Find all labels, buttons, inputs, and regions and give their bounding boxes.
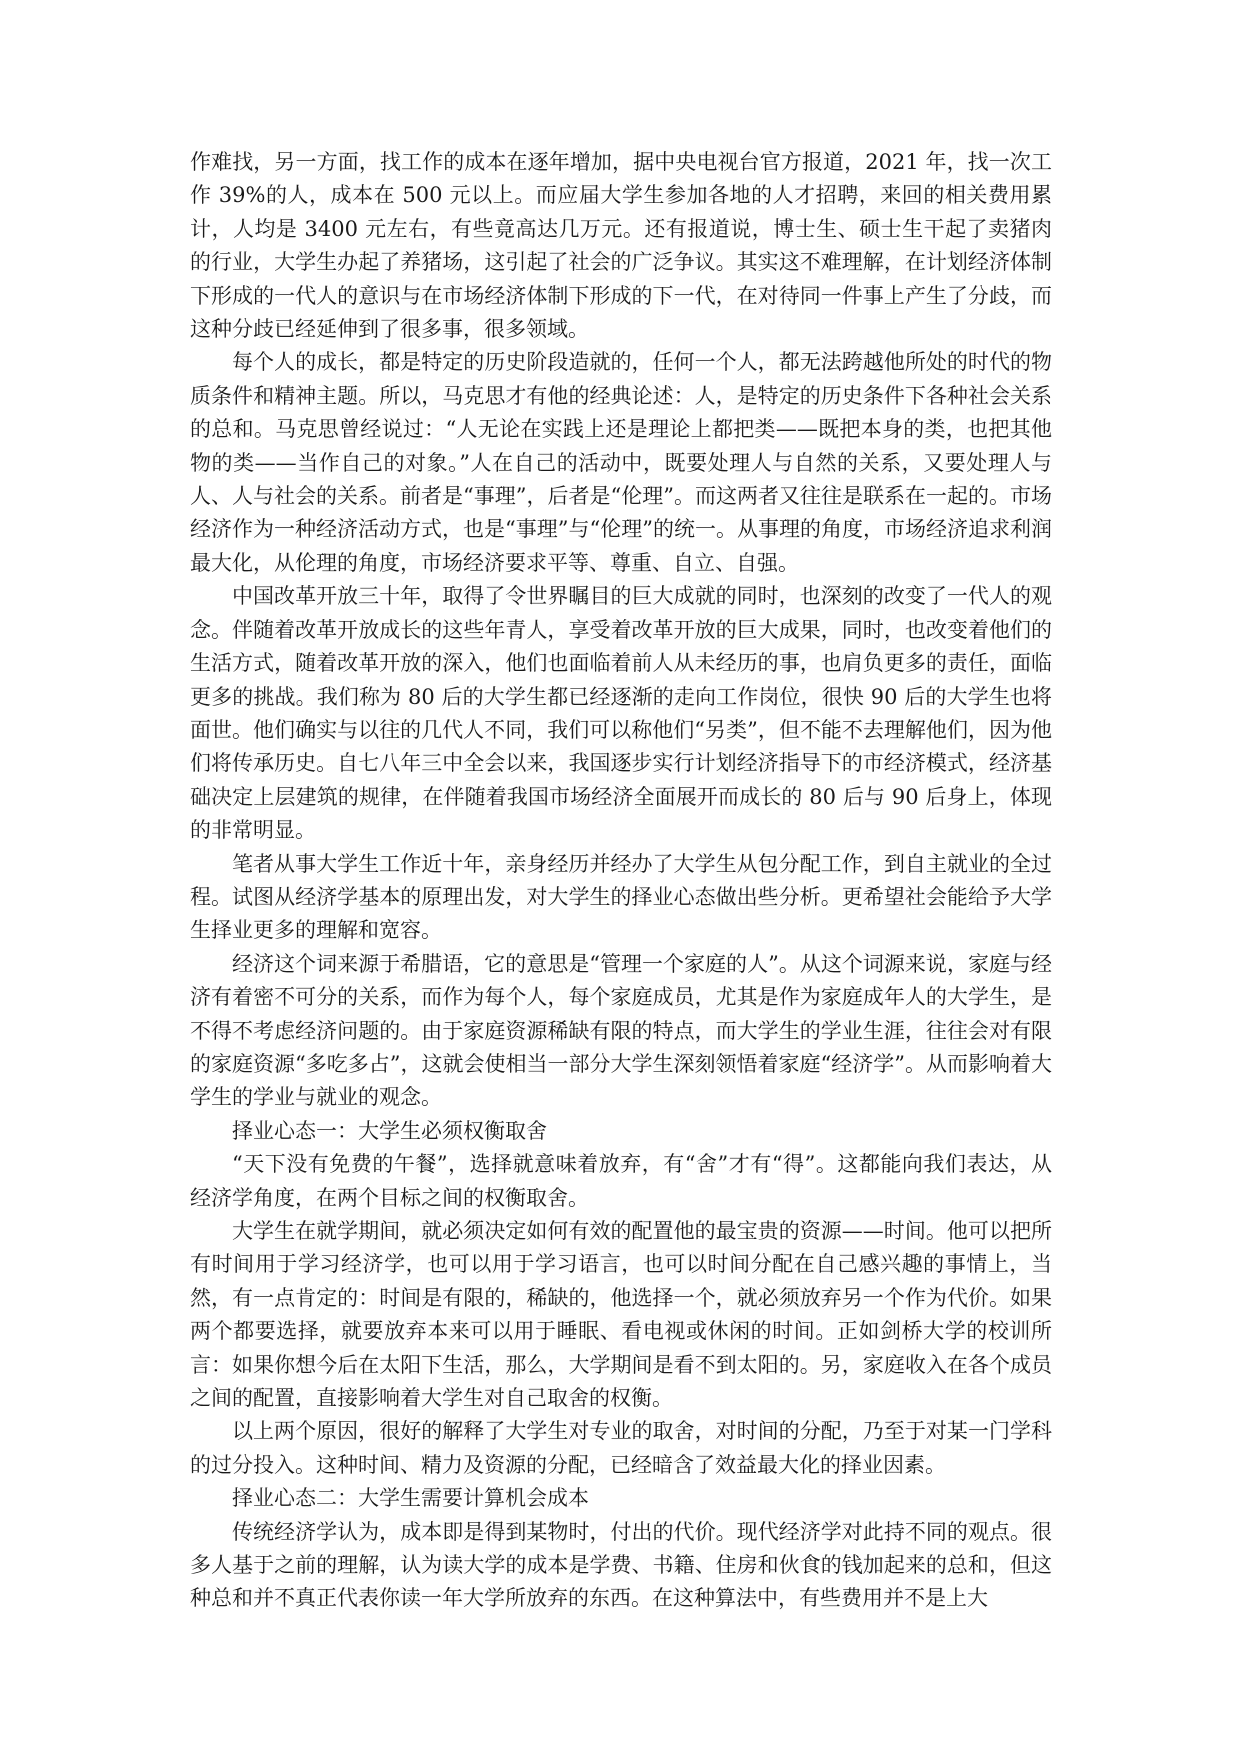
paragraph-9: 传统经济学认为，成本即是得到某物时，付出的代价。现代经济学对此持不同的观点。很多人基于之前的理解，认为读大学的成本是学费、书籍、住房和伙食的钱加起来的总和，但这种总和并不真正代表你读一年大学所放弃的东西。在这种算法中，有些费用并不是上大 xyxy=(190,1519,1052,1611)
paragraph-2: 每个人的成长，都是特定的历史阶段造就的，任何一个人，都无法跨越他所处的时代的物质条件和精神主题。所以，马克思才有他的经典论述：人，是特定的历史条件下各种社会关系的总和。马克思曾经说过：“人无论在实践上还是理论上都把类——既把本身的类，也把其他物的类——当作自己的对象。”人在自己的活动中，既要处理人与自然的关系，又要处理人与人、人与社会的关系。前者是“事理”，后者是“伦理”。而这两者又往往是联系在一起的。市场经济作为一种经济活动方式，也是“事理”与“伦理”的统一。从事理的角度，市场经济追求利润最大化，从伦理的角度，市场经济要求平等、尊重、自立、自强。 xyxy=(190,350,1052,575)
section-heading-1: 择业心态一：大学生必须权衡取舍 xyxy=(232,1118,547,1143)
paragraph-3: 中国改革开放三十年，取得了令世界瞩目的巨大成就的同时，也深刻的改变了一代人的观念。伴随着改革开放成长的这些年青人，享受着改革开放的巨大成果，同时，也改变着他们的生活方式，随着改革开放的深入，他们也面临着前人从未经历的事，也肩负更多的责任，面临更多的挑战。我们称为 80 后的大学生都已经逐渐的走向工作岗位，很快 90 后的大学生也将面世。他们确实与以往的几代人不同，我们可以称他们“另类”，但不能不去理解他们，因为他们将传承历史。自七八年三中全会以来，我国逐步实行计划经济指导下的市经济模式，经济基础决定上层建筑的规律，在伴随着我国市场经济全面展开而成长的 80 后与 90 后身上，体现的非常明显。 xyxy=(190,584,1052,843)
document-page xyxy=(190,146,1052,1616)
section-heading-2: 择业心态二：大学生需要计算机会成本 xyxy=(232,1486,589,1511)
paragraph-7: 大学生在就学期间，就必须决定如何有效的配置他的最宝贵的资源——时间。他可以把所有时间用于学习经济学，也可以用于学习语言，也可以时间分配在自己感兴趣的事情上，当然，有一点肯定的：时间是有限的，稀缺的，他选择一个，就必须放弃另一个作为代价。如果两个都要选择，就要放弃本来可以用于睡眠、看电视或休闲的时间。正如剑桥大学的校训所言：如果你想今后在太阳下生活，那么，大学期间是看不到太阳的。另，家庭收入在各个成员之间的配置，直接影响着大学生对自己取舍的权衡。 xyxy=(190,1219,1052,1411)
paragraph-6: “天下没有免费的午餐”，选择就意味着放弃，有“舍”才有“得”。这都能向我们表达，从经济学角度，在两个目标之间的权衡取舍。 xyxy=(190,1152,1052,1210)
paragraph-4: 笔者从事大学生工作近十年，亲身经历并经办了大学生从包分配工作，到自主就业的全过程。试图从经济学基本的原理出发，对大学生的择业心态做出些分析。更希望社会能给予大学生择业更多的理解和宽容。 xyxy=(190,851,1052,943)
paragraph-5: 经济这个词来源于希腊语，它的意思是“管理一个家庭的人”。从这个词源来说，家庭与经济有着密不可分的关系，而作为每个人，每个家庭成员，尤其是作为家庭成年人的大学生，是不得不考虑经济问题的。由于家庭资源稀缺有限的特点，而大学生的学业生涯，往往会对有限的家庭资源“多吃多占”，这就会使相当一部分大学生深刻领悟着家庭“经济学”。从而影响着大学生的学业与就业的观念。 xyxy=(190,951,1052,1110)
paragraph-8: 以上两个原因，很好的解释了大学生对专业的取舍，对时间的分配，乃至于对某一门学科的过分投入。这种时间、精力及资源的分配，已经暗含了效益最大化的择业因素。 xyxy=(190,1419,1052,1477)
paragraph-1: 作难找，另一方面，找工作的成本在逐年增加，据中央电视台官方报道，2021 年，找一次工作 39%的人，成本在 500 元以上。而应届大学生参加各地的人才招聘，来回的相关费用累计，人均是 3400 元左右，有些竟高达几万元。还有报道说，博士生、硕士生干起了卖猪肉的行业，大学生办起了养猪场，这引起了社会的广泛争议。其实这不难理解，在计划经济体制下形成的一代人的意识与在市场经济体制下形成的下一代，在对待同一件事上产生了分歧，而这种分歧已经延伸到了很多事，很多领域。 xyxy=(190,150,1052,342)
